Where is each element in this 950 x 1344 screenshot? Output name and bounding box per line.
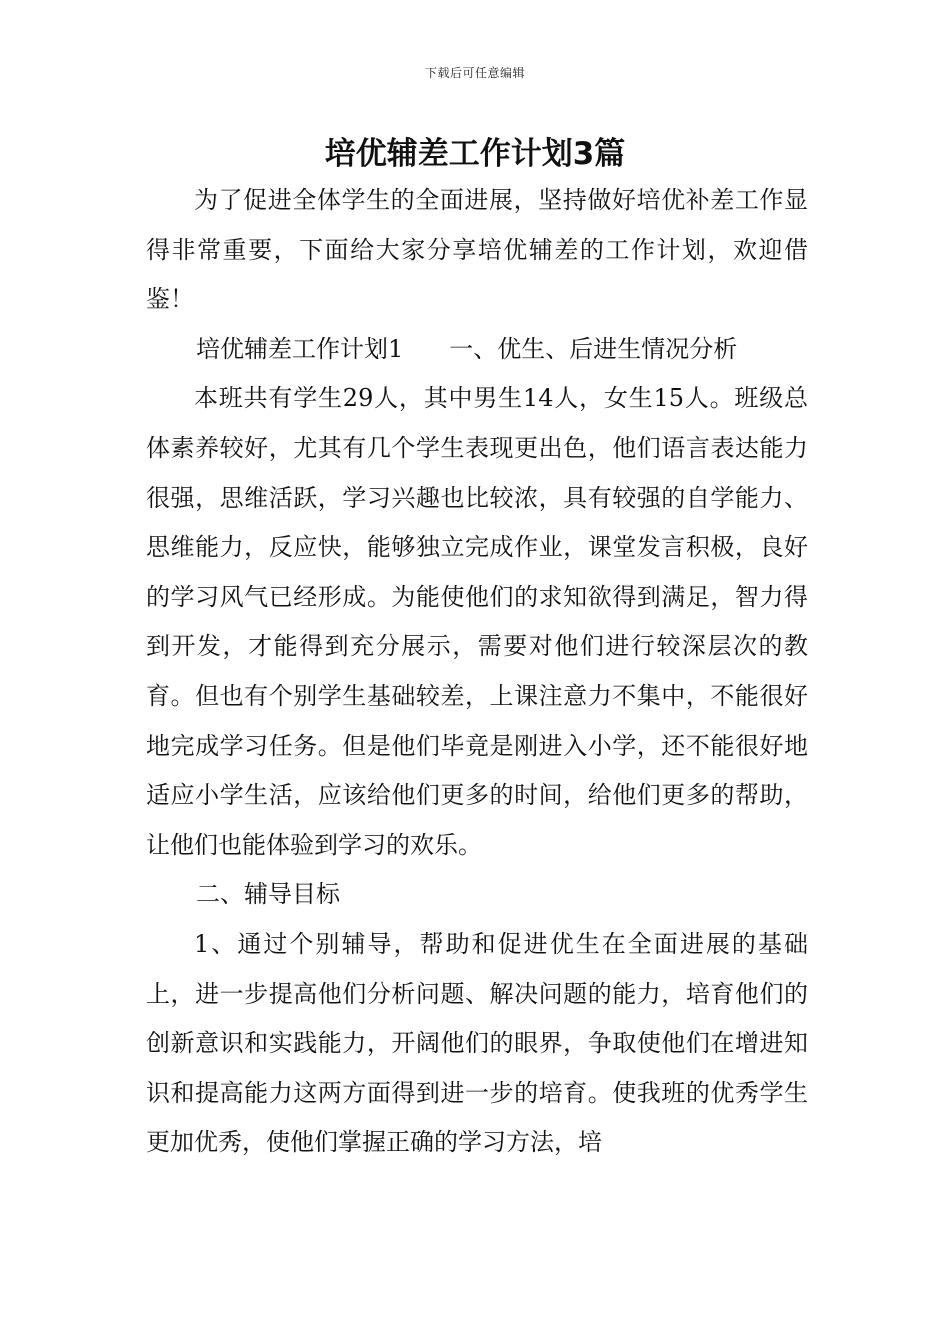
section2-heading: 二、辅导目标 bbox=[196, 880, 340, 909]
plan-heading-line bbox=[146, 325, 808, 375]
document-title: 培优辅差工作计划3篇 bbox=[324, 136, 626, 172]
section1-heading: 一、优生、后进生情况分析 bbox=[449, 334, 738, 363]
section1-paragraph: 本班共有学生29人，其中男生14人，女生15人。班级总体素养较好，尤其有几个学生表现更出色，他们语言表达能力很强，思维活跃，学习兴趣也比较浓，具有较强的自学能力、思维能力，反应快，能够独立完成作业，课堂发言积极，良好的学习风气已经形成。为能使他们的求知欲得到满足，智力得到开发，才能得到充分展示，需要对他们进行较深层次的教育。但也有个别学生基础较差，上课注意力不集中，不能很好地完成学习任务。但是他们毕竟是刚进入小学，还不能很好地适应小学生活，应该给他们更多的时间，给他们更多的帮助，让他们也能体验到学习的欢乐。 bbox=[146, 384, 808, 859]
intro-paragraph: 为了促进全体学生的全面进展，坚持做好培优补差工作显得非常重要，下面给大家分享培优辅差的工作计划，欢迎借鉴！ bbox=[146, 186, 808, 314]
page-header-note: 下载后可任意编辑 bbox=[424, 66, 525, 80]
section2-item1-paragraph: 1、通过个别辅导，帮助和促进优生在全面进展的基础上，进一步提高他们分析问题、解决问题的能力，培育他们的创新意识和实践能力，开阔他们的眼界，争取使他们在增进知识和提高能力这两方面得到进一步的培育。使我班的优秀学生更加优秀，使他们掌握正确的学习方法，培 bbox=[146, 929, 808, 1157]
document-body bbox=[146, 176, 808, 1168]
plan-label: 培优辅差工作计划1 bbox=[196, 334, 404, 363]
